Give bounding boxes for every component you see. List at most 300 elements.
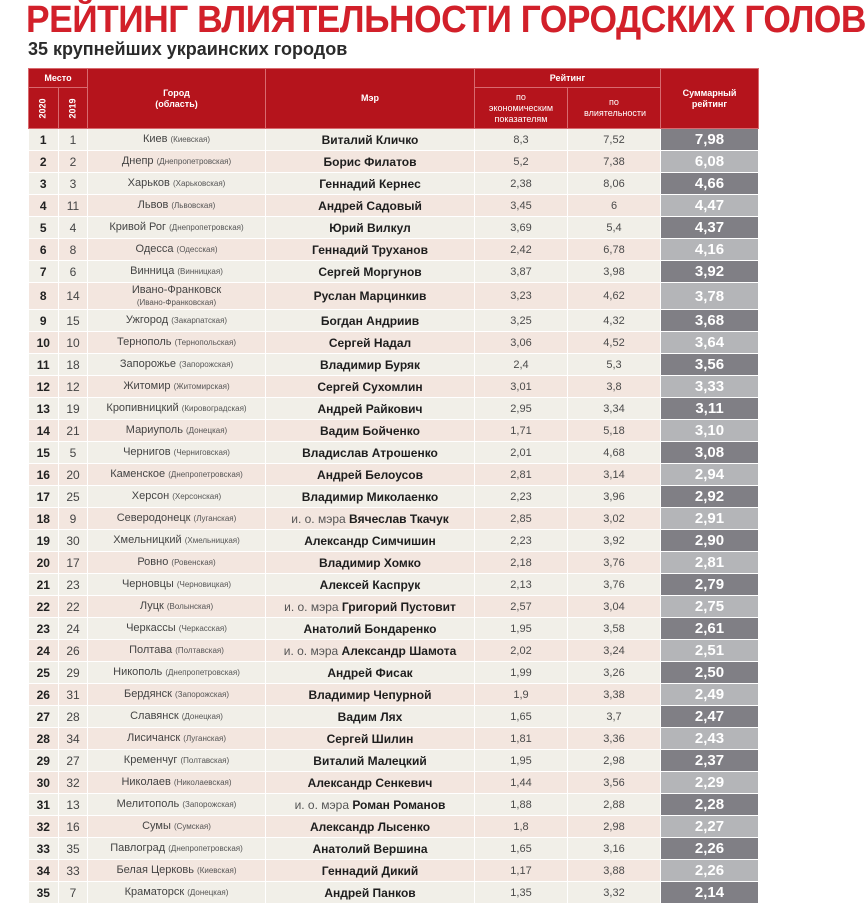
rank-2019: 3	[59, 173, 88, 195]
rating-influence: 4,68	[568, 442, 661, 464]
city-region: (Херсонская)	[172, 492, 222, 501]
rank-2020: 16	[29, 464, 59, 486]
mayor-cell	[266, 794, 475, 816]
rating-influence: 5,18	[568, 420, 661, 442]
city-name: Мариуполь	[125, 424, 183, 436]
rank-2019: 2	[59, 151, 88, 173]
acting-mayor-prefix: и. о. мэра	[284, 599, 339, 614]
rating-influence: 3,56	[568, 772, 661, 794]
rating-eco: 2,4	[475, 354, 568, 376]
table-row	[29, 530, 759, 552]
city-region: (Днепропетровская)	[168, 470, 243, 479]
rating-influence: 3,7	[568, 706, 661, 728]
city-name: Черновцы	[121, 578, 174, 590]
rating-summary: 3,11	[661, 398, 759, 420]
rating-eco: 1,81	[475, 728, 568, 750]
rating-eco: 2,13	[475, 574, 568, 596]
rating-influence: 3,76	[568, 552, 661, 574]
rating-eco: 2,38	[475, 173, 568, 195]
city-cell	[88, 129, 266, 151]
rating-eco: 2,81	[475, 464, 568, 486]
table-row	[29, 860, 759, 882]
city-region: (Черниговская)	[173, 448, 230, 457]
rating-summary: 2,90	[661, 530, 759, 552]
table-row	[29, 283, 759, 310]
rank-2019: 9	[59, 508, 88, 530]
rating-eco: 3,23	[475, 283, 568, 310]
city-cell	[88, 332, 266, 354]
rating-summary: 3,78	[661, 283, 759, 310]
city-region: (Тернопольская)	[174, 338, 236, 347]
rating-eco: 3,25	[475, 310, 568, 332]
rating-influence: 3,88	[568, 860, 661, 882]
rating-influence: 4,32	[568, 310, 661, 332]
rating-summary: 3,10	[661, 420, 759, 442]
city-name: Каменское	[110, 468, 166, 480]
city-cell	[88, 239, 266, 261]
rank-2019: 20	[59, 464, 88, 486]
city-name: Краматорск	[124, 886, 185, 898]
rating-eco: 2,23	[475, 486, 568, 508]
table-row	[29, 596, 759, 618]
acting-mayor-prefix: и. о. мэра	[283, 643, 339, 658]
rank-2019: 18	[59, 354, 88, 376]
rank-2019: 28	[59, 706, 88, 728]
rank-2019: 14	[59, 283, 88, 310]
city-region: (Львовская)	[171, 201, 216, 210]
city-name: Харьков	[127, 177, 170, 189]
mayor-name: Виталий Малецкий	[313, 753, 427, 768]
mayor-cell	[266, 552, 475, 574]
rating-summary: 2,27	[661, 816, 759, 838]
rating-influence: 3,14	[568, 464, 661, 486]
mayor-name: Андрей Белоусов	[317, 467, 423, 482]
rating-eco: 2,95	[475, 398, 568, 420]
rating-eco: 2,01	[475, 442, 568, 464]
city-name: Бердянск	[123, 688, 172, 700]
city-cell	[88, 640, 266, 662]
rank-2019: 8	[59, 239, 88, 261]
rating-influence: 3,24	[568, 640, 661, 662]
rating-summary: 3,68	[661, 310, 759, 332]
mayor-name: Борис Филатов	[323, 154, 417, 169]
table-row	[29, 376, 759, 398]
city-region: (Запорожская)	[179, 360, 234, 369]
city-cell	[88, 376, 266, 398]
city-name: Запорожье	[119, 358, 177, 370]
mayor-cell	[266, 420, 475, 442]
header-summary-label: Суммарный рейтинг	[682, 87, 737, 109]
mayor-cell	[266, 398, 475, 420]
rating-summary: 4,47	[661, 195, 759, 217]
mayor-cell	[266, 618, 475, 640]
city-cell	[88, 684, 266, 706]
mayor-name: Андрей Садовый	[318, 198, 422, 213]
rank-2020: 6	[29, 239, 59, 261]
city-name: Чернигов	[123, 446, 171, 458]
mayor-cell	[266, 882, 475, 904]
table-row	[29, 794, 759, 816]
rating-influence: 6	[568, 195, 661, 217]
rating-eco: 1,44	[475, 772, 568, 794]
rank-2020: 2	[29, 151, 59, 173]
city-region: (Ровенская)	[171, 558, 216, 567]
rating-summary: 2,75	[661, 596, 759, 618]
city-region: (Киевская)	[170, 135, 211, 144]
rating-influence: 3,36	[568, 728, 661, 750]
mayor-name: Владимир Чепурной	[308, 687, 432, 702]
rating-influence: 2,88	[568, 794, 661, 816]
city-name: Киев	[142, 133, 168, 145]
city-region: (Донецкая)	[186, 426, 228, 435]
rating-eco: 1,65	[475, 838, 568, 860]
table-row	[29, 261, 759, 283]
table-row	[29, 728, 759, 750]
rating-eco: 8,3	[475, 129, 568, 151]
rating-summary: 2,26	[661, 860, 759, 882]
rank-2020: 18	[29, 508, 59, 530]
mayor-name: Вадим Бойченко	[320, 423, 420, 438]
city-cell	[88, 420, 266, 442]
rating-summary: 2,29	[661, 772, 759, 794]
rating-influence: 4,62	[568, 283, 661, 310]
mayor-cell	[266, 706, 475, 728]
city-name: Львов	[137, 199, 169, 211]
rank-2019: 34	[59, 728, 88, 750]
city-cell	[88, 706, 266, 728]
rating-eco: 2,57	[475, 596, 568, 618]
mayor-name: Александр Симчишин	[304, 533, 436, 548]
city-name: Полтава	[129, 644, 173, 656]
mayor-name: Юрий Вилкул	[329, 220, 411, 235]
mayor-cell	[266, 662, 475, 684]
rating-eco: 1,8	[475, 816, 568, 838]
city-region: (Черновицкая)	[176, 580, 232, 589]
rank-2019: 11	[59, 195, 88, 217]
rating-eco: 1,99	[475, 662, 568, 684]
rank-2020: 27	[29, 706, 59, 728]
rank-2020: 15	[29, 442, 59, 464]
rating-summary: 2,28	[661, 794, 759, 816]
rank-2020: 7	[29, 261, 59, 283]
rating-influence: 6,78	[568, 239, 661, 261]
mayor-cell	[266, 838, 475, 860]
mayor-cell	[266, 151, 475, 173]
mayor-cell	[266, 530, 475, 552]
rating-eco: 1,35	[475, 882, 568, 904]
mayor-cell	[266, 310, 475, 332]
mayor-name: Григорий Пустовит	[341, 599, 456, 614]
rating-summary: 2,49	[661, 684, 759, 706]
rating-influence: 2,98	[568, 750, 661, 772]
rank-2019: 19	[59, 398, 88, 420]
city-cell	[88, 530, 266, 552]
rating-influence: 7,52	[568, 129, 661, 151]
city-cell	[88, 552, 266, 574]
mayor-name: Сергей Сухомлин	[317, 379, 423, 394]
rank-2020: 3	[29, 173, 59, 195]
rating-influence: 4,52	[568, 332, 661, 354]
city-name: Мелитополь	[116, 798, 180, 810]
rank-2020: 11	[29, 354, 59, 376]
table-row	[29, 552, 759, 574]
city-cell	[88, 261, 266, 283]
rank-2019: 4	[59, 217, 88, 239]
city-name: Белая Церковь	[116, 864, 194, 876]
city-cell	[88, 596, 266, 618]
rank-2020: 14	[29, 420, 59, 442]
rating-influence: 3,92	[568, 530, 661, 552]
rating-influence: 3,04	[568, 596, 661, 618]
rating-influence: 5,4	[568, 217, 661, 239]
mayor-name: Владислав Атрошенко	[302, 445, 438, 460]
city-cell	[88, 151, 266, 173]
city-region: (Днепропетровская)	[156, 157, 232, 166]
table-row	[29, 574, 759, 596]
page-title: РЕЙТИНГ ВЛИЯТЕЛЬНОСТИ ГОРОДСКИХ ГОЛОВ	[26, 0, 866, 41]
table-row	[29, 173, 759, 195]
mayor-name: Виталий Кличко	[321, 132, 419, 147]
rating-summary: 2,91	[661, 508, 759, 530]
rank-2019: 1	[59, 129, 88, 151]
rank-2019: 29	[59, 662, 88, 684]
table-row	[29, 354, 759, 376]
rank-2020: 4	[29, 195, 59, 217]
acting-mayor-prefix: и. о. мэра	[291, 511, 346, 526]
rating-influence: 3,76	[568, 574, 661, 596]
rating-summary: 2,37	[661, 750, 759, 772]
table-row	[29, 508, 759, 530]
city-region: (Одесская)	[176, 245, 218, 254]
rating-influence: 2,98	[568, 816, 661, 838]
rank-2020: 10	[29, 332, 59, 354]
rating-influence: 7,38	[568, 151, 661, 173]
city-region: (Закарпатская)	[171, 316, 228, 325]
city-cell	[88, 816, 266, 838]
mayor-name: Богдан Андриив	[320, 313, 420, 328]
rating-influence: 3,58	[568, 618, 661, 640]
mayor-cell	[266, 640, 475, 662]
mayor-name: Андрей Фисак	[327, 665, 413, 680]
city-cell	[88, 283, 266, 310]
header-city-label: Город	[163, 87, 190, 98]
rank-2019: 6	[59, 261, 88, 283]
mayor-name: Владимир Миколаенко	[301, 489, 439, 504]
rank-2020: 32	[29, 816, 59, 838]
city-cell	[88, 882, 266, 904]
mayor-cell	[266, 464, 475, 486]
table-row	[29, 398, 759, 420]
rank-2019: 12	[59, 376, 88, 398]
mayor-cell	[266, 442, 475, 464]
city-name: Ужгород	[125, 314, 169, 326]
mayor-name: Анатолий Бондаренко	[303, 621, 437, 636]
rank-2020: 20	[29, 552, 59, 574]
rank-2020: 9	[29, 310, 59, 332]
rank-2020: 29	[29, 750, 59, 772]
rating-summary: 3,56	[661, 354, 759, 376]
table-row	[29, 239, 759, 261]
rating-summary: 4,66	[661, 173, 759, 195]
city-name: Винница	[130, 265, 175, 277]
rating-eco: 2,42	[475, 239, 568, 261]
table-row	[29, 772, 759, 794]
ranking-table	[28, 68, 759, 904]
rank-2019: 33	[59, 860, 88, 882]
table-row	[29, 442, 759, 464]
header-rating-eco	[475, 88, 568, 129]
city-cell	[88, 195, 266, 217]
city-region: (Черкасская)	[178, 624, 227, 633]
rank-2020: 8	[29, 283, 59, 310]
rating-eco: 2,85	[475, 508, 568, 530]
city-name: Кременчуг	[123, 754, 178, 766]
rating-influence: 3,98	[568, 261, 661, 283]
city-name: Никополь	[113, 666, 163, 678]
mayor-cell	[266, 596, 475, 618]
city-name: Херсон	[131, 490, 170, 502]
city-cell	[88, 354, 266, 376]
mayor-cell	[266, 283, 475, 310]
rank-2019: 7	[59, 882, 88, 904]
rating-eco: 3,45	[475, 195, 568, 217]
table-row	[29, 420, 759, 442]
rank-2019: 25	[59, 486, 88, 508]
city-name: Житомир	[123, 380, 171, 392]
rating-eco: 2,23	[475, 530, 568, 552]
mayor-cell	[266, 332, 475, 354]
city-region: (Харьковская)	[172, 179, 226, 188]
rank-2019: 17	[59, 552, 88, 574]
mayor-name: Владимир Хомко	[319, 555, 421, 570]
mayor-cell	[266, 376, 475, 398]
rank-2020: 13	[29, 398, 59, 420]
table-row	[29, 151, 759, 173]
rank-2020: 1	[29, 129, 59, 151]
rating-eco: 1,9	[475, 684, 568, 706]
city-cell	[88, 618, 266, 640]
city-region: (Сумская)	[173, 822, 211, 831]
mayor-cell	[266, 261, 475, 283]
rank-2019: 31	[59, 684, 88, 706]
rating-summary: 2,94	[661, 464, 759, 486]
table-row	[29, 684, 759, 706]
city-cell	[88, 838, 266, 860]
city-region: (Запорожская)	[175, 690, 230, 699]
mayor-name: Александр Шамота	[341, 643, 457, 658]
header-rating: Рейтинг	[475, 69, 661, 88]
city-region: (Донецкая)	[187, 888, 229, 897]
city-name: Сумы	[142, 820, 171, 832]
header-rating-eco-label: по экономическим показателям	[488, 91, 554, 124]
rating-eco: 3,69	[475, 217, 568, 239]
mayor-cell	[266, 217, 475, 239]
city-name: Черкассы	[126, 622, 176, 634]
city-region: (Луганская)	[193, 514, 237, 523]
table-body	[29, 129, 759, 904]
rank-2019: 23	[59, 574, 88, 596]
city-name: Днепр	[121, 155, 154, 167]
rating-eco: 3,06	[475, 332, 568, 354]
mayor-cell	[266, 239, 475, 261]
rating-summary: 2,26	[661, 838, 759, 860]
city-region: (Винницкая)	[177, 267, 223, 276]
mayor-cell	[266, 354, 475, 376]
mayor-name: Геннадий Кернес	[319, 176, 421, 191]
mayor-cell	[266, 129, 475, 151]
mayor-name: Владимир Буряк	[319, 357, 421, 372]
rank-2020: 17	[29, 486, 59, 508]
city-region: (Днепропетровская)	[165, 668, 240, 677]
rating-influence: 3,16	[568, 838, 661, 860]
city-region: (Волынская)	[166, 602, 214, 611]
rank-2019: 5	[59, 442, 88, 464]
mayor-name: Сергей Надал	[328, 335, 412, 350]
table-row	[29, 464, 759, 486]
rank-2019: 21	[59, 420, 88, 442]
mayor-cell	[266, 508, 475, 530]
mayor-name: Александр Сенкевич	[307, 775, 433, 790]
mayor-cell	[266, 816, 475, 838]
rank-2019: 16	[59, 816, 88, 838]
rating-summary: 7,98	[661, 129, 759, 151]
rating-eco: 2,02	[475, 640, 568, 662]
mayor-cell	[266, 750, 475, 772]
table-row	[29, 486, 759, 508]
mayor-cell	[266, 728, 475, 750]
rating-eco: 1,95	[475, 750, 568, 772]
rating-eco: 3,01	[475, 376, 568, 398]
city-cell	[88, 310, 266, 332]
rank-2020: 22	[29, 596, 59, 618]
mayor-name: Геннадий Дикий	[321, 863, 419, 878]
rating-eco: 1,17	[475, 860, 568, 882]
city-cell	[88, 662, 266, 684]
rank-2020: 33	[29, 838, 59, 860]
city-cell	[88, 750, 266, 772]
mayor-name: Вадим Лях	[337, 709, 403, 724]
rating-influence: 3,8	[568, 376, 661, 398]
city-region: (Полтавская)	[175, 646, 224, 655]
header-city-sub: (область)	[155, 98, 198, 109]
city-cell	[88, 398, 266, 420]
header-summary	[661, 69, 759, 129]
rating-eco: 1,65	[475, 706, 568, 728]
rank-2019: 35	[59, 838, 88, 860]
rating-summary: 3,08	[661, 442, 759, 464]
rating-summary: 2,50	[661, 662, 759, 684]
table-row	[29, 706, 759, 728]
rank-2020: 28	[29, 728, 59, 750]
city-cell	[88, 442, 266, 464]
city-cell	[88, 574, 266, 596]
city-region: (Полтавская)	[180, 756, 230, 765]
rating-influence: 3,32	[568, 882, 661, 904]
mayor-cell	[266, 860, 475, 882]
city-name: Северодонецк	[116, 512, 191, 524]
rank-2019: 10	[59, 332, 88, 354]
table-row	[29, 662, 759, 684]
city-cell	[88, 464, 266, 486]
header-place: Место	[29, 69, 88, 88]
rank-2020: 24	[29, 640, 59, 662]
mayor-cell	[266, 684, 475, 706]
table-row	[29, 618, 759, 640]
city-cell	[88, 217, 266, 239]
table-row	[29, 217, 759, 239]
table-header	[29, 69, 759, 129]
rating-summary: 3,64	[661, 332, 759, 354]
